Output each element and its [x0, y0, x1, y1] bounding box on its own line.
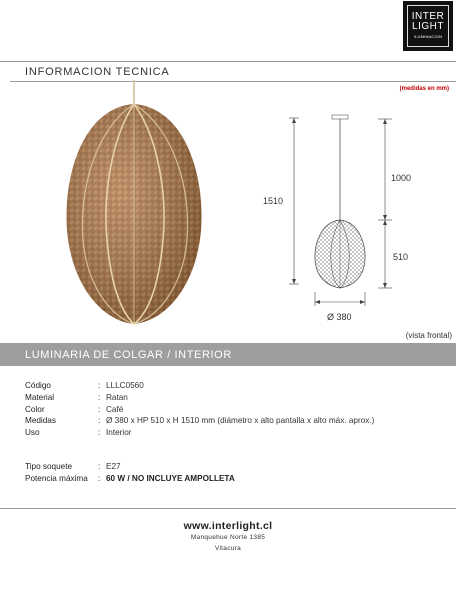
total-height-dimension [289, 118, 299, 284]
spec-key: Tipo soquete [25, 461, 73, 471]
spec-separator: : [98, 473, 101, 483]
spec-row-measures [25, 415, 374, 427]
spec-key: Medidas [25, 416, 56, 426]
shade-height-label: 510 [393, 252, 409, 262]
section-title: INFORMACION TECNICA [25, 66, 170, 78]
spec-key: Uso [25, 428, 40, 438]
footer-rule [0, 508, 456, 509]
brand-logo-line3: ILUMINACION [413, 34, 443, 39]
spec-value: Ratan [106, 392, 128, 402]
footer [0, 520, 456, 554]
spec-spacer [25, 439, 374, 461]
spec-row-socket [25, 461, 374, 473]
product-photo [55, 80, 215, 330]
spec-row-code [25, 380, 374, 392]
spec-separator: : [98, 461, 101, 471]
brand-logo-frame [407, 5, 449, 47]
spec-separator: : [98, 428, 101, 438]
spec-separator: : [98, 381, 101, 390]
spec-value: E27 [106, 461, 121, 471]
spec-value: 60 W / NO INCLUYE AMPOLLETA [106, 473, 235, 483]
spec-row-material [25, 392, 374, 404]
spec-separator: : [98, 392, 101, 402]
drawing-canopy [332, 115, 348, 119]
rattan-shade [67, 104, 202, 324]
footer-address: Manquehue Norte 1385 [190, 534, 266, 541]
spec-row-power [25, 473, 374, 485]
category-band [0, 343, 456, 366]
brand-logo [403, 1, 453, 51]
brand-logo-line2: LIGHT [412, 21, 444, 32]
spec-value: Interior [106, 428, 132, 438]
units-note: (medidas en mm) [399, 86, 449, 92]
spec-key: Potencia máxima [25, 473, 88, 483]
spec-value: Café [106, 404, 124, 414]
spec-key: Material [25, 392, 55, 402]
footer-url[interactable]: www.interlight.cl [183, 520, 273, 532]
spec-key: Color [25, 404, 45, 414]
technical-drawing [255, 110, 445, 330]
view-label: (vista frontal) [405, 331, 452, 340]
shade-height-dimension [378, 220, 392, 288]
spec-separator: : [98, 416, 101, 426]
cable-length-label: 1000 [391, 173, 412, 183]
spec-value: Ø 380 x HP 510 x H 1510 mm (diámetro x alto pantalla x alto máx. aprox.) [106, 416, 375, 426]
diameter-label: Ø 380 [327, 312, 352, 322]
spec-separator: : [98, 404, 101, 414]
drawing-shade [315, 220, 365, 288]
total-height-label: 1510 [263, 196, 284, 206]
brand-logo-line1: INTER [411, 11, 445, 22]
diameter-dimension [315, 292, 365, 306]
spec-row-use [25, 427, 374, 439]
header-rule-top [0, 61, 456, 62]
spec-table [25, 380, 374, 485]
footer-city: Vitacura [214, 545, 242, 552]
spec-key: Código [25, 381, 51, 390]
spec-value: LLLC0560 [106, 381, 144, 390]
spec-row-color [25, 404, 374, 416]
cable-length-dimension [378, 119, 392, 220]
category-title: LUMINARIA DE COLGAR / INTERIOR [25, 349, 232, 361]
